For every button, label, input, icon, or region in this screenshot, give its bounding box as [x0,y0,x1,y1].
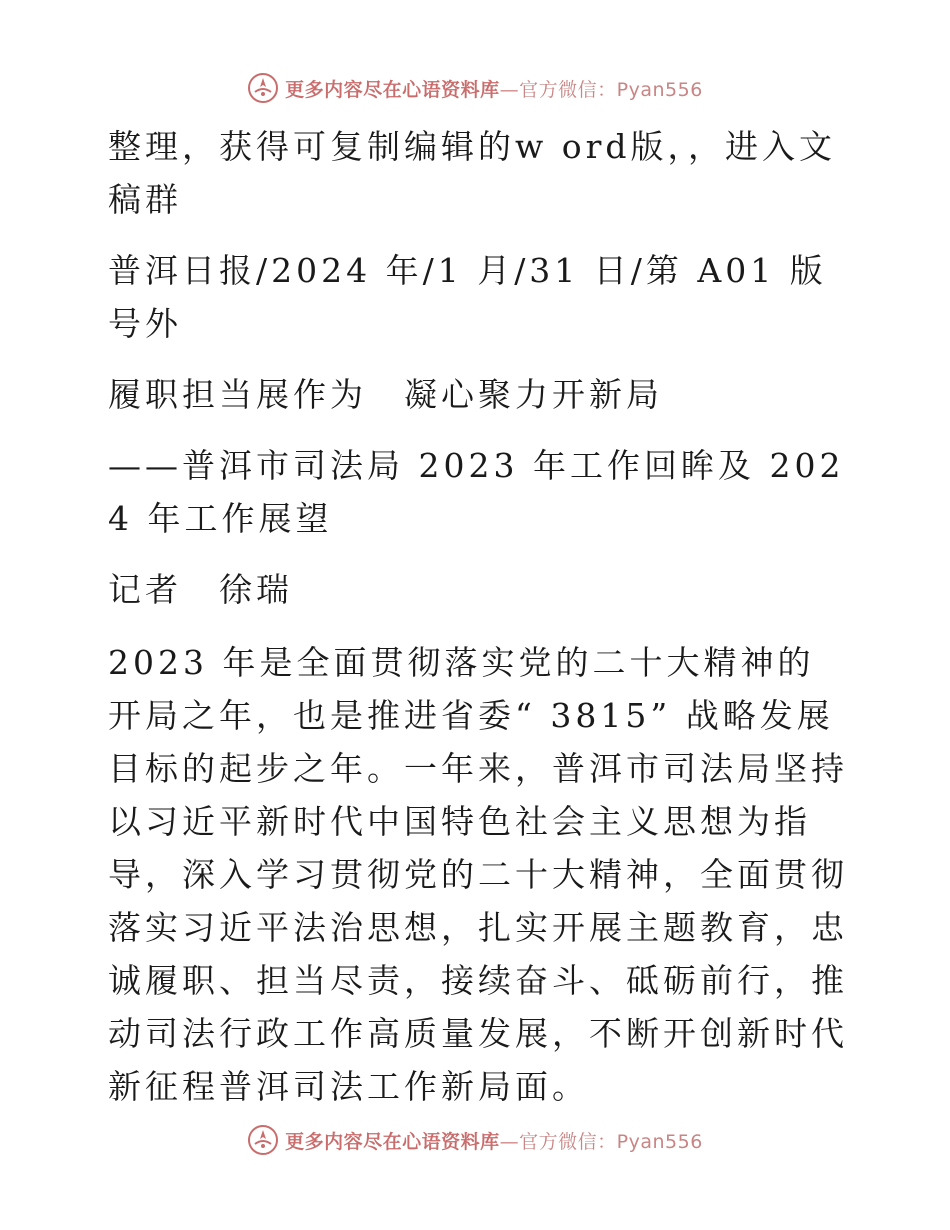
watermark-text [285,1127,703,1154]
book-quill-logo-icon [247,1124,279,1156]
watermark-header [0,72,950,104]
paragraph-intro-note: 整理，获得可复制编辑的w ord版，，进入文稿群 [108,127,837,219]
book-quill-logo-icon [247,72,279,104]
article-byline: 记者 徐瑞 [108,570,293,609]
article-body-paragraph: 2023 年是全面贯彻落实党的二十大精神的开局之年，也是推进省委“ 3815” 战略发展目标的起步之年。一年来，普洱市司法局坚持以习近平新时代中国特色社会主义思想为指导，深入学习贯彻党的二十大精神，全面贯彻落实习近平法治思想，扎实开展主题教育，忠诚履职、担当尽责，接续奋斗、砥砺前行，推动司法行政工作高质量发展，不断开创新时代新征程普洱司法工作新局面。 [108,643,848,1106]
watermark-brand: 更多内容尽在心语资料库 [285,1130,500,1153]
article-subtitle: ——普洱市司法局 2023 年工作回眸及 2024 年工作展望 [108,446,845,538]
watermark-contact: 官方微信：Pyan556 [519,78,703,101]
document-body [99,120,849,1113]
watermark-separator: — [499,1130,520,1153]
article-title: 履职担当展作为 凝心聚力开新局 [108,375,663,414]
paragraph-source-line: 普洱日报/2024 年/1 月/31 日/第 A01 版号外 [108,251,827,343]
watermark-footer [0,1124,950,1156]
watermark-text [285,75,703,102]
watermark-contact: 官方微信：Pyan556 [519,1130,703,1153]
watermark-separator: — [499,78,520,101]
watermark-brand: 更多内容尽在心语资料库 [285,78,500,101]
